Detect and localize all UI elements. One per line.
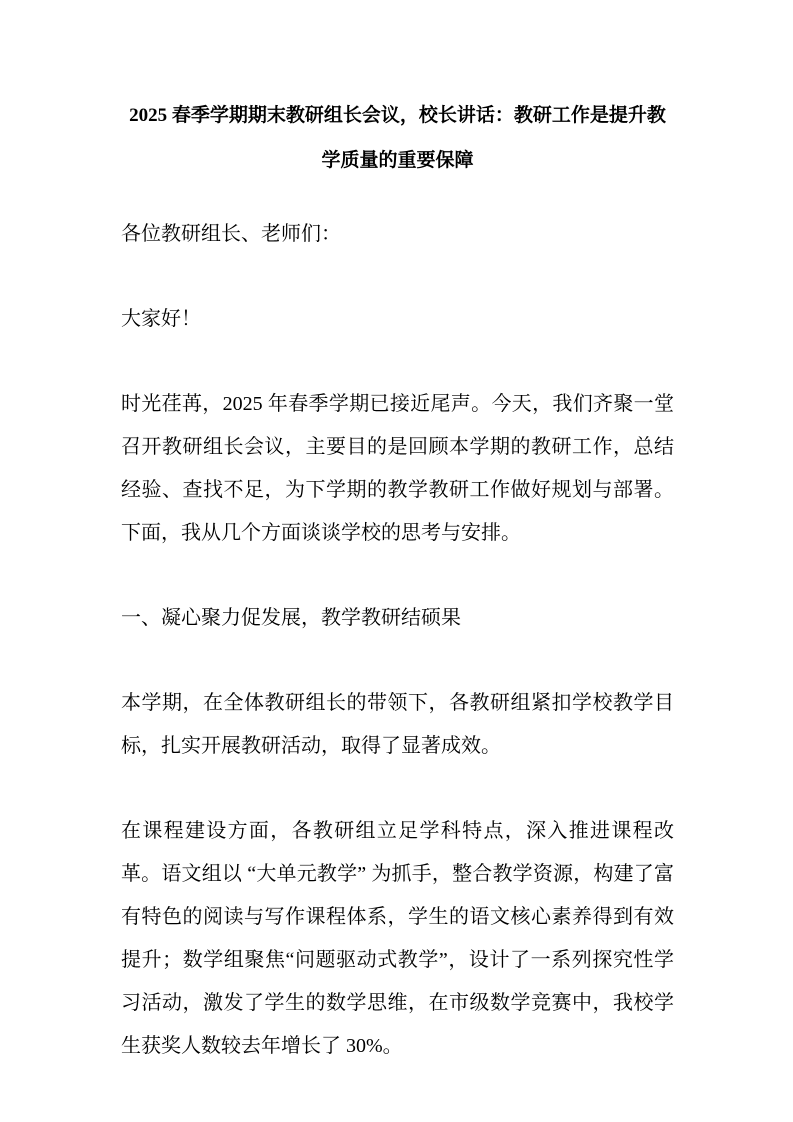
salutation-paragraph: 各位教研组长、老师们：	[121, 223, 341, 245]
section-1-paragraph-2: 在课程建设方面，各教研组立足学科特点，深入推进课程改革。语文组以 “大单元教学” 为抓手，整合教学资源，构建了富有特色的阅读与写作课程体系，学生的语文核心素养得到有效提升；数学组聚焦“问题驱动式教学”，设计了一系列探究性学习活动，激发了学生的数学思维，在市级数学竞赛中，我校学生获奖人数较去年增长了 30%。	[121, 820, 674, 1057]
document-title: 2025 春季学期期末教研组长会议，校长讲话：教研工作是提升教学质量的重要保障	[129, 105, 666, 171]
section-1-paragraph-1: 本学期，在全体教研组长的带领下，各教研组紧扣学校教学目标，扎实开展教研活动，取得了显著成效。	[121, 692, 674, 757]
greeting-paragraph: 大家好！	[121, 308, 201, 330]
intro-paragraph: 时光荏苒，2025 年春季学期已接近尾声。今天，我们齐聚一堂召开教研组长会议，主要目的是回顾本学期的教研工作，总结经验、查找不足，为下学期的教学教研工作做好规划与部署。下面，我从几个方面谈谈学校的思考与安排。	[121, 393, 674, 544]
section-1-heading: 一、凝心聚力促发展，教学教研结硕果	[121, 607, 461, 629]
